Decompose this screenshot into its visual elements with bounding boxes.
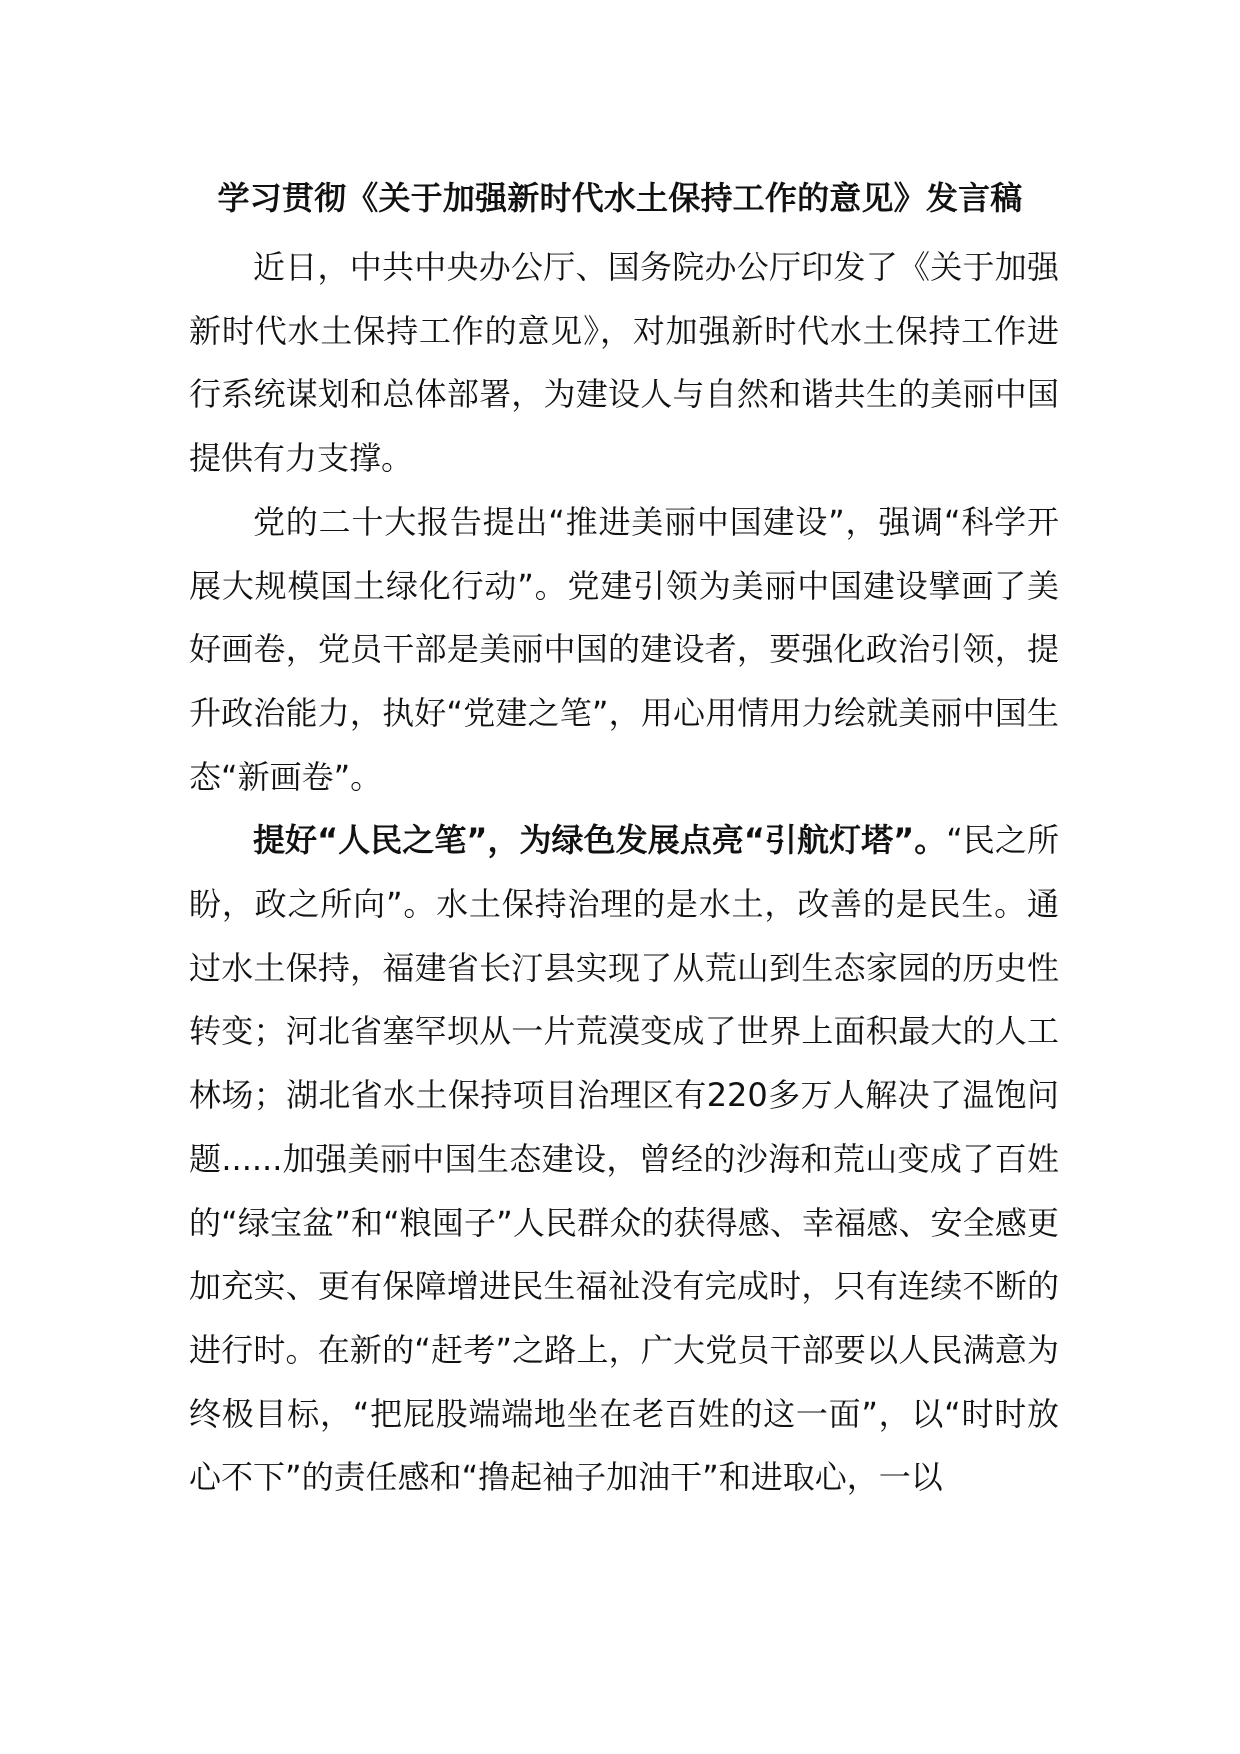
document-body [189,236,1059,1510]
document-title: 学习贯彻《关于加强新时代水土保持工作的意见》发言稿 [217,179,1023,217]
paragraph-report: 党的二十大报告提出“推进美丽中国建设”，强调“科学开展大规模国土绿化行动”。党建引领为美丽中国建设擘画了美好画卷，党员干部是美丽中国的建设者，要强化政治引领，提升政治能力，执好“党建之笔”，用心用情用力绘就美丽中国生态“新画卷”。 [189,502,1059,796]
paragraph-people [189,809,1059,1510]
paragraph-people-heading: 提好“人民之笔”，为绿色发展点亮“引航灯塔”。 [253,821,947,860]
paragraph-intro: 近日，中共中央办公厅、国务院办公厅印发了《关于加强新时代水土保持工作的意见》，对加强新时代水土保持工作进行系统谋划和总体部署，为建设人与自然和谐共生的美丽中国提供有力支撑。 [189,248,1059,478]
paragraph-people-text: “民之所盼，政之所向”。水土保持治理的是水土，改善的是民生。通过水土保持，福建省长汀县实现了从荒山到生态家园的历史性转变；河北省塞罕坝从一片荒漠变成了世界上面积最大的人工林场；湖北省水土保持项目治理区有220多万人解决了温饱问题......加强美丽中国生态建设，曾经的沙海和荒山变成了百姓的“绿宝盆”和“粮囤子”人民群众的获得感、幸福感、安全感更加充实、更有保障增进民生福祉没有完成时，只有连续不断的进行时。在新的“赶考”之路上，广大党员干部要以人民满意为终极目标，“把屁股端端地坐在老百姓的这一面”，以“时时放心不下”的责任感和“撸起袖子加油干”和进取心，一以 [189,821,1059,1497]
